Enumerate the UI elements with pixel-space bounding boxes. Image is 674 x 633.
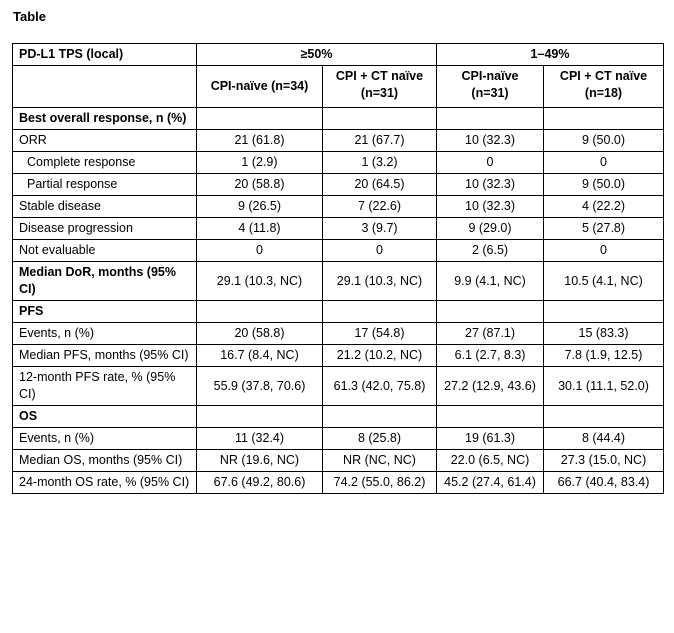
data-cell: 66.7 (40.4, 83.4) xyxy=(544,472,664,494)
row-label: Stable disease xyxy=(13,196,197,218)
data-cell: 7.8 (1.9, 12.5) xyxy=(544,345,664,367)
data-cell xyxy=(437,301,544,323)
data-cell: 45.2 (27.4, 61.4) xyxy=(437,472,544,494)
table-row xyxy=(13,472,664,494)
group-header-high: ≥50% xyxy=(197,44,437,66)
table-row xyxy=(13,196,664,218)
row-label: PFS xyxy=(13,301,197,323)
table-row xyxy=(13,218,664,240)
col-header: CPI + CT naïve (n=31) xyxy=(323,66,437,108)
data-cell xyxy=(323,108,437,130)
data-cell xyxy=(544,301,664,323)
row-label: Partial response xyxy=(13,174,197,196)
pdl1-header: PD-L1 TPS (local) xyxy=(13,44,197,66)
data-cell: 27.2 (12.9, 43.6) xyxy=(437,367,544,406)
results-table xyxy=(12,43,664,494)
table-row xyxy=(13,130,664,152)
table-row xyxy=(13,323,664,345)
table-row xyxy=(13,428,664,450)
row-label: Not evaluable xyxy=(13,240,197,262)
data-cell: NR (NC, NC) xyxy=(323,450,437,472)
data-cell: 20 (64.5) xyxy=(323,174,437,196)
data-cell: 61.3 (42.0, 75.8) xyxy=(323,367,437,406)
data-cell xyxy=(437,406,544,428)
data-cell: 4 (11.8) xyxy=(197,218,323,240)
data-cell: 9.9 (4.1, NC) xyxy=(437,262,544,301)
row-label: Median OS, months (95% CI) xyxy=(13,450,197,472)
header-row-groups xyxy=(13,44,664,66)
data-cell: 10 (32.3) xyxy=(437,130,544,152)
data-cell: 29.1 (10.3, NC) xyxy=(197,262,323,301)
data-cell: 29.1 (10.3, NC) xyxy=(323,262,437,301)
data-cell: 2 (6.5) xyxy=(437,240,544,262)
data-cell: 7 (22.6) xyxy=(323,196,437,218)
data-cell: 8 (44.4) xyxy=(544,428,664,450)
row-label: 24-month OS rate, % (95% CI) xyxy=(13,472,197,494)
row-label: Best overall response, n (%) xyxy=(13,108,197,130)
data-cell xyxy=(323,406,437,428)
table-row xyxy=(13,406,664,428)
row-label: 12-month PFS rate, % (95% CI) xyxy=(13,367,197,406)
data-cell: 55.9 (37.8, 70.6) xyxy=(197,367,323,406)
data-cell: 0 xyxy=(197,240,323,262)
data-cell: 0 xyxy=(323,240,437,262)
data-cell: 0 xyxy=(544,240,664,262)
data-cell: 20 (58.8) xyxy=(197,323,323,345)
row-label: Median DoR, months (95% CI) xyxy=(13,262,197,301)
table-row xyxy=(13,152,664,174)
data-cell: 16.7 (8.4, NC) xyxy=(197,345,323,367)
row-label: Events, n (%) xyxy=(13,323,197,345)
table-row xyxy=(13,450,664,472)
data-cell: 9 (50.0) xyxy=(544,130,664,152)
data-cell: 9 (50.0) xyxy=(544,174,664,196)
header-row-cols xyxy=(13,66,664,108)
data-cell xyxy=(197,301,323,323)
data-cell: 19 (61.3) xyxy=(437,428,544,450)
data-cell xyxy=(323,301,437,323)
row-label: Events, n (%) xyxy=(13,428,197,450)
data-cell: 10.5 (4.1, NC) xyxy=(544,262,664,301)
data-cell: 11 (32.4) xyxy=(197,428,323,450)
data-cell xyxy=(544,406,664,428)
data-cell xyxy=(437,108,544,130)
data-cell xyxy=(197,108,323,130)
table-row xyxy=(13,240,664,262)
table-title: Table xyxy=(13,9,46,24)
data-cell: 0 xyxy=(544,152,664,174)
data-cell: 17 (54.8) xyxy=(323,323,437,345)
data-cell xyxy=(197,406,323,428)
data-cell: 15 (83.3) xyxy=(544,323,664,345)
data-cell: 67.6 (49.2, 80.6) xyxy=(197,472,323,494)
group-header-low: 1–49% xyxy=(437,44,664,66)
data-cell: 22.0 (6.5, NC) xyxy=(437,450,544,472)
table-row xyxy=(13,345,664,367)
data-cell: 10 (32.3) xyxy=(437,174,544,196)
data-cell: 21 (67.7) xyxy=(323,130,437,152)
data-cell: 4 (22.2) xyxy=(544,196,664,218)
data-cell: 0 xyxy=(437,152,544,174)
row-label: OS xyxy=(13,406,197,428)
data-cell: 27.3 (15.0, NC) xyxy=(544,450,664,472)
data-cell: 10 (32.3) xyxy=(437,196,544,218)
data-cell xyxy=(544,108,664,130)
table-row xyxy=(13,367,664,406)
row-label: Median PFS, months (95% CI) xyxy=(13,345,197,367)
data-cell: 21.2 (10.2, NC) xyxy=(323,345,437,367)
row-label: ORR xyxy=(13,130,197,152)
header-blank xyxy=(13,66,197,108)
table-row xyxy=(13,262,664,301)
data-cell: 9 (29.0) xyxy=(437,218,544,240)
row-label: Disease progression xyxy=(13,218,197,240)
data-cell: 3 (9.7) xyxy=(323,218,437,240)
data-cell: 27 (87.1) xyxy=(437,323,544,345)
col-header: CPI + CT naïve (n=18) xyxy=(544,66,664,108)
row-label: Complete response xyxy=(13,152,197,174)
data-cell: 30.1 (11.1, 52.0) xyxy=(544,367,664,406)
data-cell: NR (19.6, NC) xyxy=(197,450,323,472)
data-cell: 21 (61.8) xyxy=(197,130,323,152)
data-cell: 9 (26.5) xyxy=(197,196,323,218)
data-cell: 8 (25.8) xyxy=(323,428,437,450)
col-header: CPI-naïve (n=31) xyxy=(437,66,544,108)
data-cell: 1 (2.9) xyxy=(197,152,323,174)
col-header: CPI-naïve (n=34) xyxy=(197,66,323,108)
data-cell: 20 (58.8) xyxy=(197,174,323,196)
data-cell: 74.2 (55.0, 86.2) xyxy=(323,472,437,494)
table-row xyxy=(13,174,664,196)
data-cell: 6.1 (2.7, 8.3) xyxy=(437,345,544,367)
table-row xyxy=(13,301,664,323)
data-cell: 5 (27.8) xyxy=(544,218,664,240)
table-row xyxy=(13,108,664,130)
data-cell: 1 (3.2) xyxy=(323,152,437,174)
